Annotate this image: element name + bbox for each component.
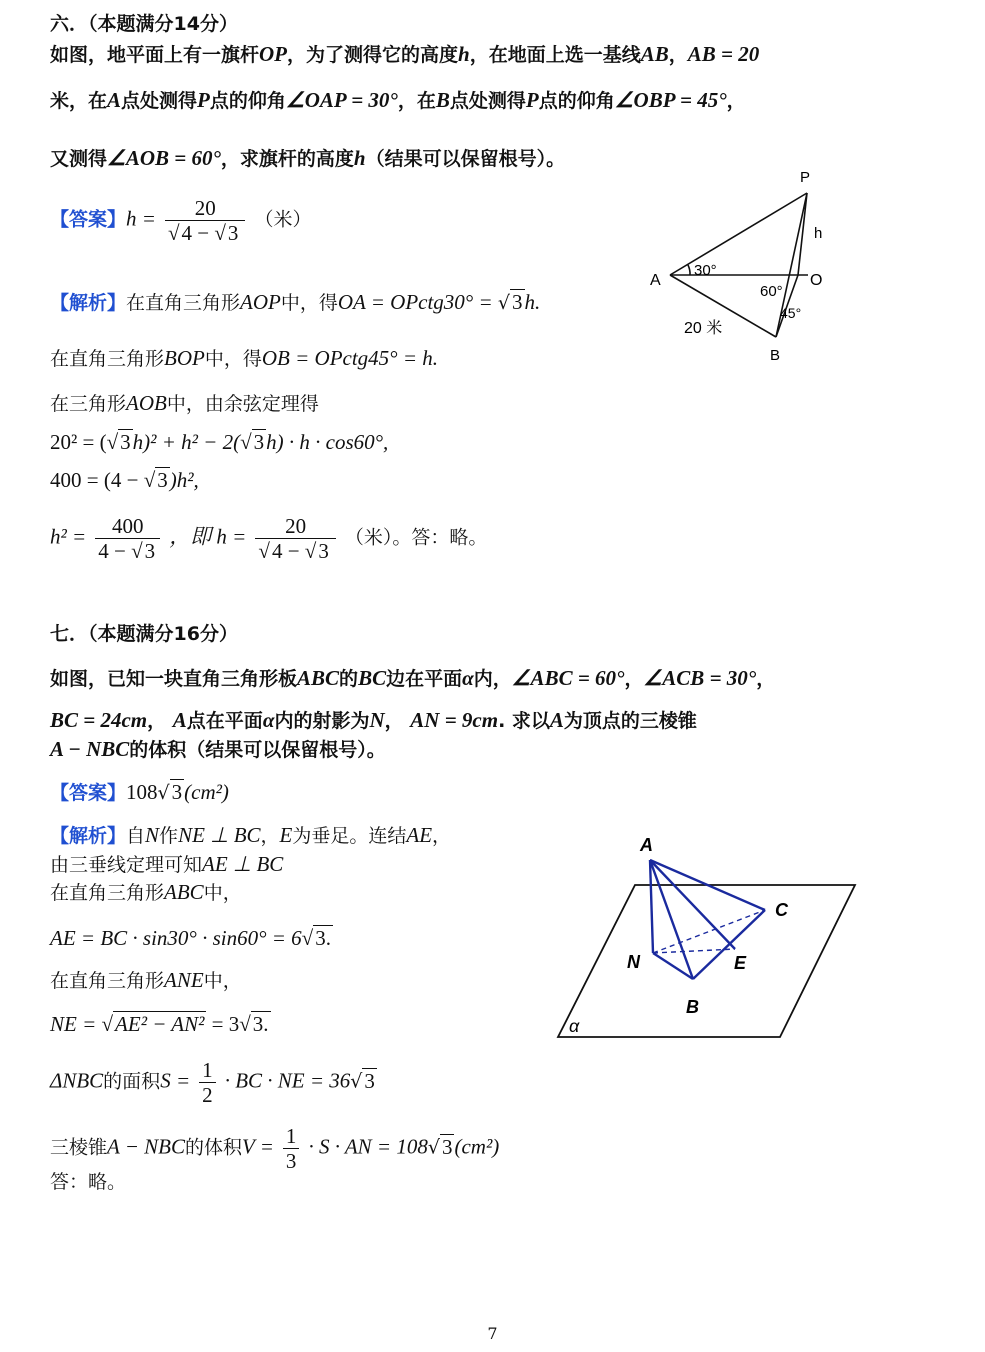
flagpole-figure — [640, 160, 840, 370]
q7-stem-line1: 如图，已知一块直角三角形板ABC的BC边在平面α内，∠ABC = 60°，∠ACB = 30°， — [50, 666, 776, 690]
q7-step5: 在直角三角形ANE中， — [50, 968, 242, 992]
label-P: P — [800, 169, 811, 186]
q7-conclusion: 答：略。 — [50, 1171, 127, 1193]
label-h: h — [814, 225, 823, 242]
q7-step7: ΔNBC的面积S = $\frac{1}{2}$ · BC · NE = 36√3 — [50, 1058, 375, 1107]
q6-step1: 【解析】在直角三角形AOP中，得OA = OPctg30° = √3h. — [50, 290, 541, 314]
label-A: A — [640, 835, 653, 855]
q7-stem-line3: A − NBC的体积（结果可以保留根号）。 — [50, 737, 386, 761]
q7-step2: 由三垂线定理可知AE ⊥ BC — [50, 852, 284, 876]
edge-AN — [650, 860, 653, 953]
line-AP — [670, 193, 807, 275]
q6-step6: h² = $\frac{400}{4 - √3}$ ，即 h = $\frac{20}{√4 - √3}$ （米）。答：略。 — [50, 514, 488, 563]
label-E: E — [734, 953, 747, 973]
fraction: $\frac{1}{3}$ — [283, 1124, 300, 1173]
edge-BC — [693, 910, 765, 979]
label-O: O — [810, 272, 823, 289]
analysis-tag: 【解析】 — [50, 292, 127, 314]
q7-step1: 【解析】自N作NE ⊥ BC，E为垂足。连结AE， — [50, 823, 452, 847]
q7-heading: 七．（本题满分16分） — [50, 623, 238, 645]
q7-step4: AE = BC · sin30° · sin60° = 6√3. — [50, 926, 331, 950]
label-B: B — [770, 347, 781, 364]
q6-step2: 在直角三角形BOP中，得OB = OPctg45° = h. — [50, 346, 438, 370]
answer-fraction: $\frac{20}{√4 - √3}$ — [165, 196, 245, 245]
page-number: 7 — [487, 1324, 498, 1343]
label-30: 30° — [694, 262, 717, 279]
label-C: C — [775, 900, 788, 920]
edge-AB — [650, 860, 693, 979]
q6-step3: 在三角形AOB中，由余弦定理得 — [50, 391, 319, 415]
label-60: 60° — [760, 283, 783, 300]
q7-answer: 【答案】108√3(cm²) — [50, 780, 229, 804]
line-PO — [798, 193, 807, 275]
label-alpha: α — [569, 1016, 580, 1036]
q6-step4: 20² = (√3h)² + h² − 2(√3h) · h · cos60°, — [50, 430, 389, 454]
q6-stem-line2: 米，在A点处测得P点的仰角∠OAP = 30°，在B点处测得P点的仰角∠OBP = 45°， — [50, 88, 746, 112]
q6-stem-line3: 又测得∠AOB = 60°，求旗杆的高度h（结果可以保留根号）。 — [50, 146, 566, 170]
q7-step6: NE = √AE² − AN² = 3√3. — [50, 1012, 269, 1036]
analysis-tag: 【解析】 — [50, 825, 127, 847]
label-45: 45° — [780, 305, 802, 321]
label-B: B — [686, 997, 699, 1017]
edge-AE — [650, 860, 735, 949]
label-20m: 20 米 — [684, 320, 723, 337]
q6-heading: 六．（本题满分14分） — [50, 13, 238, 35]
q6-step5: 400 = (4 − √3)h², — [50, 468, 199, 492]
edge-NB — [653, 953, 693, 979]
q6-stem-line1: 如图，地平面上有一旗杆OP，为了测得它的高度h，在地面上选一基线AB，AB = 20 — [50, 42, 760, 66]
fraction: $\frac{20}{√4 - √3}$ — [255, 514, 335, 563]
answer-tag: 【答案】 — [50, 782, 127, 804]
q7-step8: 三棱锥A − NBC的体积V = $\frac{1}{3}$ · S · AN = 108√3(cm²) — [50, 1124, 500, 1173]
fraction: $\frac{1}{2}$ — [199, 1058, 216, 1107]
label-A: A — [650, 272, 661, 289]
q7-stem-line2: BC = 24cm， A点在平面α内的射影为N， AN = 9cm. 求以A为顶点的三棱锥 — [50, 708, 697, 732]
pyramid-figure — [555, 825, 865, 1050]
plane-alpha — [558, 885, 855, 1037]
fraction: $\frac{400}{4 - √3}$ — [95, 514, 160, 563]
label-N: N — [627, 952, 640, 972]
answer-tag: 【答案】 — [50, 208, 127, 231]
q7-step3: 在直角三角形ABC中， — [50, 880, 242, 904]
q6-answer: 【答案】h = $\frac{20}{√4 - √3}$ （米） — [50, 196, 312, 245]
